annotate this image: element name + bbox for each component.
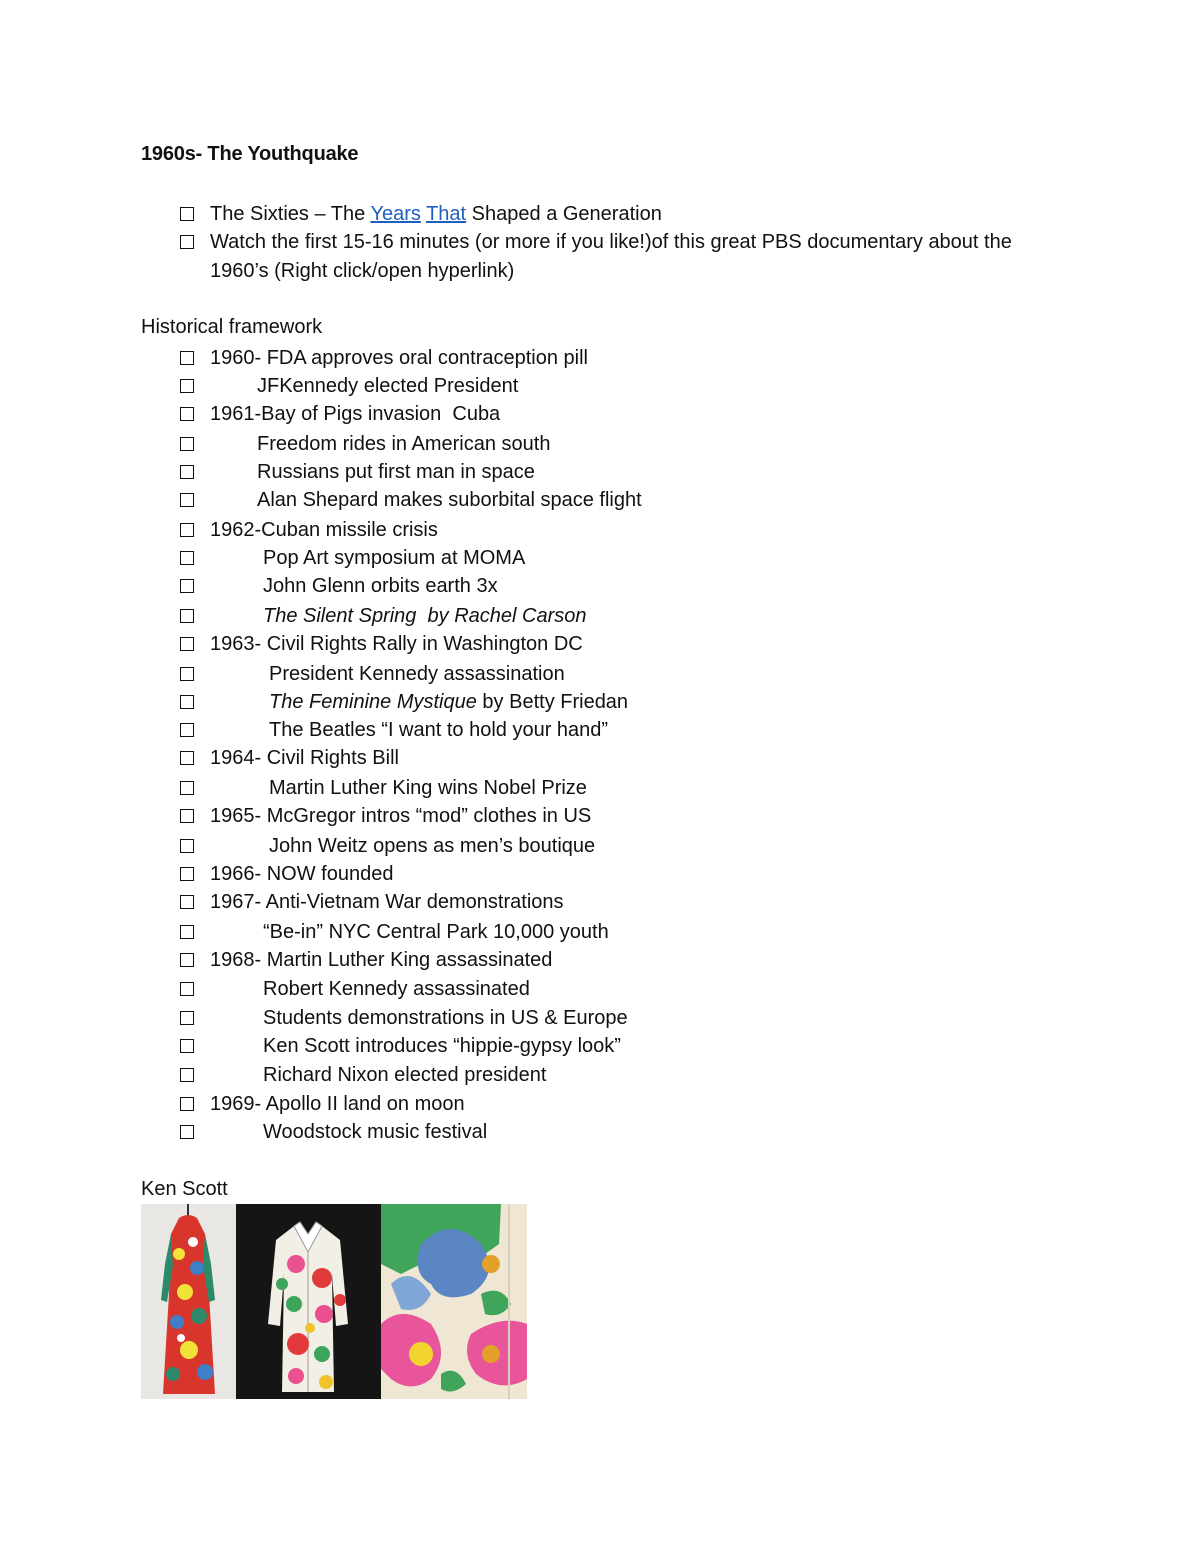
book-title: The Feminine Mystique <box>269 691 477 713</box>
intro-item-documentary-title <box>180 200 662 229</box>
timeline-year: 1969 <box>210 1093 255 1115</box>
timeline-item <box>180 544 525 573</box>
timeline-text: Freedom rides in American south <box>257 433 551 455</box>
timeline-item <box>180 602 587 631</box>
timeline-text: by Betty Friedan <box>476 691 629 713</box>
maxi-dress-photo <box>141 1204 236 1399</box>
checkbox[interactable] <box>180 695 194 709</box>
timeline-text: President Kennedy assassination <box>269 663 565 685</box>
timeline-text: -Cuban missile crisis <box>254 519 438 541</box>
floral-fabric-closeup-photo <box>381 1204 527 1399</box>
checkbox[interactable] <box>180 1068 194 1082</box>
timeline-text: - Martin Luther King assassinated <box>254 949 553 971</box>
timeline-year: 1961 <box>210 403 255 425</box>
checkbox[interactable] <box>180 637 194 651</box>
timeline-item <box>180 975 530 1004</box>
timeline-item <box>180 1061 547 1090</box>
timeline-item <box>180 1032 621 1061</box>
ken-scott-heading: Ken Scott <box>141 1178 228 1200</box>
timeline-item <box>180 630 583 659</box>
watch-instructions: Watch the first 15-16 minutes (or more if you like!)of this great PBS documentary about the 1960’s (Right click/open hyperlink) <box>210 231 1012 282</box>
ken-scott-photo-collage <box>141 1204 527 1399</box>
intro-text: The Sixties – The <box>210 203 371 225</box>
timeline-text: The Beatles “I want to hold your hand” <box>269 719 609 741</box>
timeline-item <box>180 946 552 975</box>
timeline-year: 1962 <box>210 519 255 541</box>
book-title: The Silent Spring by Rachel Carson <box>263 605 587 627</box>
checkbox[interactable] <box>180 379 194 393</box>
timeline-text: John Glenn orbits earth 3x <box>263 575 498 597</box>
timeline-text: Alan Shepard makes suborbital space flight <box>257 489 642 511</box>
checkbox[interactable] <box>180 895 194 909</box>
timeline-item <box>180 918 609 947</box>
timeline-item <box>180 688 628 717</box>
timeline-item <box>180 832 595 861</box>
checkbox[interactable] <box>180 351 194 365</box>
checkbox[interactable] <box>180 551 194 565</box>
timeline-item <box>180 744 399 773</box>
checkbox[interactable] <box>180 207 194 221</box>
intro-item-watch <box>180 228 1070 286</box>
timeline-item <box>180 572 498 601</box>
years-link[interactable]: Years <box>370 203 421 225</box>
timeline-item <box>180 774 587 803</box>
checkbox[interactable] <box>180 667 194 681</box>
timeline-text: - Civil Rights Rally in Washington DC <box>254 633 583 655</box>
timeline-text: Richard Nixon elected president <box>263 1064 547 1086</box>
timeline-item <box>180 1118 487 1147</box>
timeline-item <box>180 344 588 373</box>
checkbox[interactable] <box>180 437 194 451</box>
framework-heading: Historical framework <box>141 316 323 338</box>
floral-coat-photo <box>236 1204 381 1399</box>
timeline-text: - McGregor intros “mod” clothes in US <box>254 805 592 827</box>
checkbox[interactable] <box>180 867 194 881</box>
checkbox[interactable] <box>180 1039 194 1053</box>
timeline-item <box>180 888 564 917</box>
timeline-text: - FDA approves oral contraception pill <box>254 347 588 369</box>
timeline-item <box>180 430 550 459</box>
timeline-text: John Weitz opens as men’s boutique <box>269 835 596 857</box>
timeline-item <box>180 516 438 545</box>
timeline-text: Woodstock music festival <box>263 1121 488 1143</box>
checkbox[interactable] <box>180 809 194 823</box>
timeline-item <box>180 716 608 745</box>
timeline-item <box>180 860 393 889</box>
checkbox[interactable] <box>180 523 194 537</box>
timeline-item <box>180 1090 465 1119</box>
checkbox[interactable] <box>180 781 194 795</box>
that-link[interactable]: That <box>426 203 467 225</box>
timeline-year: 1968 <box>210 949 255 971</box>
checkbox[interactable] <box>180 1097 194 1111</box>
timeline-text: Russians put first man in space <box>257 461 535 483</box>
timeline-year: 1966 <box>210 863 255 885</box>
timeline-item <box>180 372 518 401</box>
timeline-item <box>180 1004 628 1033</box>
timeline-text: JFKennedy elected President <box>257 375 519 397</box>
timeline-text: Ken Scott introduces “hippie-gypsy look” <box>263 1035 621 1057</box>
timeline-year: 1964 <box>210 747 255 769</box>
checkbox[interactable] <box>180 1011 194 1025</box>
checkbox[interactable] <box>180 925 194 939</box>
timeline-item <box>180 802 591 831</box>
checkbox[interactable] <box>180 751 194 765</box>
timeline-item <box>180 400 500 429</box>
timeline-text: “Be-in” NYC Central Park 10,000 youth <box>263 921 609 943</box>
checkbox[interactable] <box>180 407 194 421</box>
checkbox[interactable] <box>180 609 194 623</box>
timeline-year: 1965 <box>210 805 255 827</box>
timeline-item <box>180 458 535 487</box>
intro-text-end: Shaped a Generation <box>466 203 662 225</box>
checkbox[interactable] <box>180 235 194 249</box>
timeline-text: Robert Kennedy assassinated <box>263 978 530 1000</box>
checkbox[interactable] <box>180 465 194 479</box>
checkbox[interactable] <box>180 579 194 593</box>
checkbox[interactable] <box>180 723 194 737</box>
checkbox[interactable] <box>180 982 194 996</box>
timeline-item <box>180 660 565 689</box>
timeline-year: 1963 <box>210 633 255 655</box>
timeline-year: 1967 <box>210 891 255 913</box>
checkbox[interactable] <box>180 839 194 853</box>
checkbox[interactable] <box>180 953 194 967</box>
timeline-text: Martin Luther King wins Nobel Prize <box>269 777 587 799</box>
timeline-year: 1960 <box>210 347 255 369</box>
timeline-text: Pop Art symposium at MOMA <box>263 547 526 569</box>
timeline-text: - Civil Rights Bill <box>254 747 399 769</box>
timeline-text: - Anti-Vietnam War demonstrations <box>254 891 564 913</box>
timeline-text: - NOW founded <box>254 863 394 885</box>
timeline-item <box>180 486 642 515</box>
timeline-text: -Bay of Pigs invasion Cuba <box>254 403 501 425</box>
page-title: 1960s- The Youthquake <box>141 143 359 165</box>
checkbox[interactable] <box>180 1125 194 1139</box>
timeline-text: Students demonstrations in US & Europe <box>263 1007 628 1029</box>
timeline-text: - Apollo II land on moon <box>254 1093 465 1115</box>
checkbox[interactable] <box>180 493 194 507</box>
